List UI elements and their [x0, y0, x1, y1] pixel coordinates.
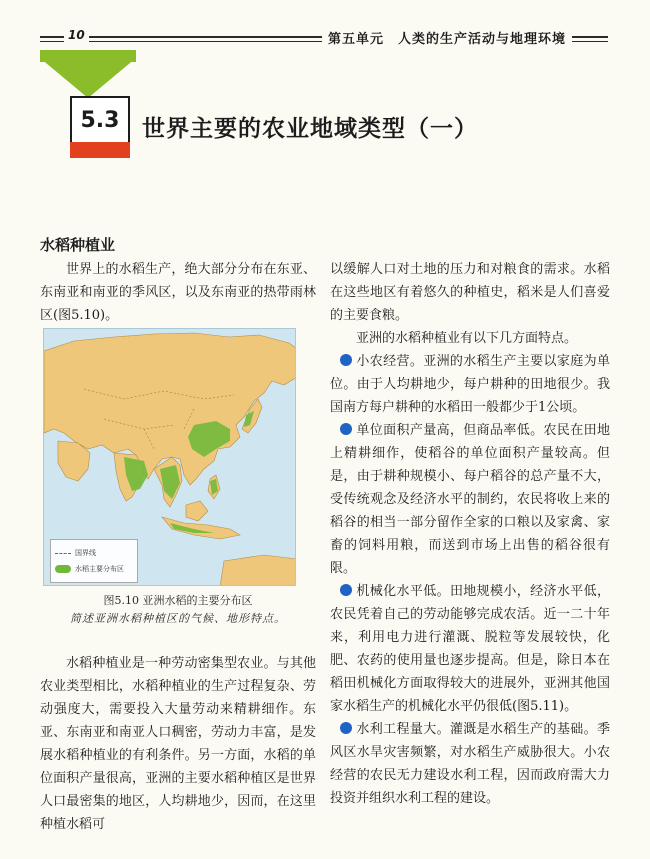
body-paragraph: 水稻种植业是一种劳动密集型农业。与其他农业类型相比，水稻种植业的生产过程复杂、劳动强度大，需要投入大量劳动来精耕细作。东亚、东南亚和南亚人口稠密，劳动力丰富，是发展水稻种植业的有利条件。另一方面，水稻的单位面积产量很高，亚洲的主要水稻种植区是世界人口最密集的地区，人均耕地少，因而，在这里种植水稻可 [40, 656, 316, 832]
green-area-icon [55, 565, 71, 573]
asia-rice-map [43, 328, 296, 586]
features-intro: 亚洲的水稻种植业有以下几方面特点。 [356, 331, 578, 346]
feature-body: 农民在田地上精耕细作，使稻谷的单位面积产量较高。但是，由于耕种规模小、每户稻谷的总产量不大，受传统观念及经济水平的制约，农民将收上来的稻谷的相当一部分留作全家的口粮以及家禽、家畜的饲料用粮，而送到市场上出售的稻谷很有限。 [330, 423, 610, 576]
figure-caption [40, 592, 316, 628]
page-title: 世界主要的农业地域类型（一） [142, 116, 478, 142]
map-legend [50, 539, 138, 583]
figure-caption-note: 简述亚洲水稻种植区的气候、地形特点。 [70, 612, 286, 625]
feature-head: 单位面积产量高，但商品率低。 [356, 423, 544, 438]
intro-paragraph: 世界上的水稻生产，绝大部分分布在东亚、东南亚和南亚的季风区，以及东南亚的热带雨林区(图5.10)。 [40, 262, 316, 323]
legend-border-label: 国界线 [75, 549, 96, 557]
feature-head: 小农经营。 [356, 354, 424, 369]
page-number: 10 [64, 28, 89, 42]
blue-bullet-icon [340, 354, 352, 366]
feature-head: 水利工程量大。 [356, 722, 450, 737]
green-accent-triangle [40, 58, 136, 98]
feature-low-mechanization [330, 580, 610, 718]
legend-border-row [55, 548, 96, 558]
left-column-intro [40, 258, 316, 327]
feature-high-yield [330, 419, 610, 580]
page-header [40, 28, 608, 50]
continuation-paragraph: 以缓解人口对土地的压力和对粮食的需求。水稻在这些地区有着悠久的种植史，稻米是人们喜爱的主要食粮。 [330, 262, 610, 323]
feature-body: 灌溉是水稻生产的基础。季风区水旱灾害频繁，对水稻生产威胁很大。小农经营的农民无力建设水利工程，因而政府需大力投资并组织水利工程的建设。 [330, 722, 610, 806]
feature-body: 田地规模小，经济水平低，农民凭着自己的劳动能够完成农活。近一二十年来，利用电力进行灌溉、脱粒等发展较快，化肥、农药的使用量也逐步提高。但是，除日本在稻田机械化方面取得较大的进展外，亚洲其他国家水稻生产的机械化水平仍很低(图5.11)。 [330, 584, 610, 714]
blue-bullet-icon [340, 722, 352, 734]
figure-caption-title: 图5.10 亚洲水稻的主要分布区 [103, 594, 253, 607]
blue-bullet-icon [340, 423, 352, 435]
left-column-body [40, 652, 316, 836]
right-column [330, 258, 610, 810]
blue-bullet-icon [340, 584, 352, 596]
section-number-block [70, 96, 130, 158]
feature-body: 亚洲的水稻生产主要以家庭为单位。由于人均耕地少，每户耕种的田地很少。我国南方每户耕种的水稻田一般都少于1公顷。 [330, 354, 610, 415]
running-head: 第五单元 人类的生产活动与地理环境 [322, 28, 572, 47]
legend-rice-label: 水稻主要分布区 [75, 565, 124, 573]
dashed-line-icon [55, 553, 71, 554]
section-number-red-bar [70, 142, 130, 158]
feature-head: 机械化水平低。 [356, 584, 450, 599]
feature-small-farms [330, 350, 610, 419]
borneo [186, 501, 208, 521]
australia-edge [220, 555, 296, 586]
legend-rice-row [55, 564, 124, 574]
section-heading: 水稻种植业 [40, 236, 116, 254]
section-number: 5.3 [70, 96, 130, 142]
feature-irrigation [330, 718, 610, 810]
